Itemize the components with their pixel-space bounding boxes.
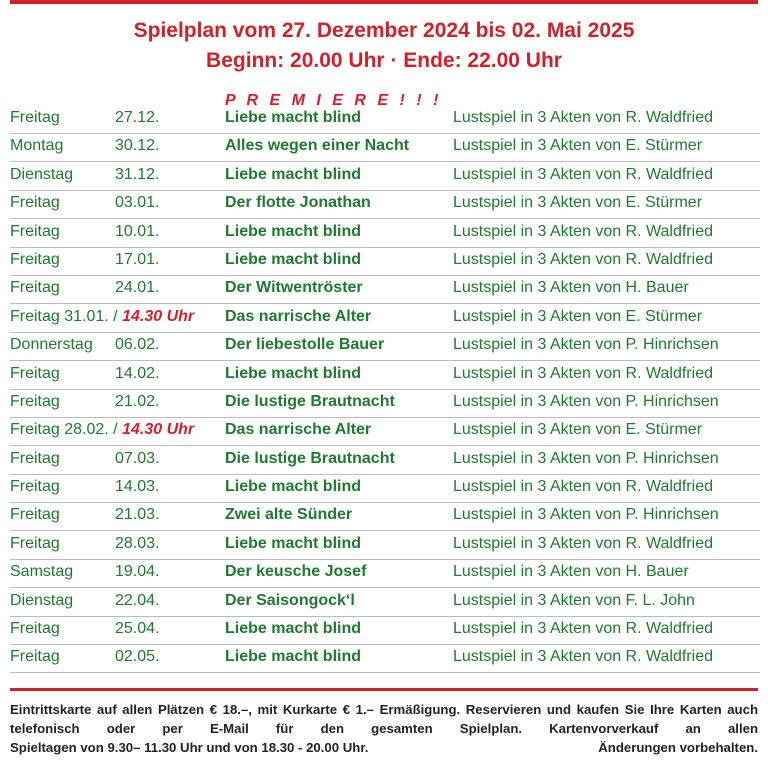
schedule-table bbox=[10, 90, 760, 673]
day-label: Freitag bbox=[10, 194, 60, 212]
schedule-row bbox=[10, 560, 760, 588]
play-title: Liebe macht blind bbox=[225, 250, 362, 268]
play-description: Lustspiel in 3 Akten von R. Waldfried bbox=[453, 109, 713, 126]
schedule-row bbox=[10, 191, 760, 219]
date-label: 30.12. bbox=[115, 137, 160, 155]
schedule-row bbox=[10, 304, 760, 332]
date-label: 31.01. bbox=[64, 307, 109, 325]
day-label: Freitag bbox=[10, 620, 60, 638]
schedule-row bbox=[10, 361, 760, 389]
schedule-row bbox=[10, 503, 760, 531]
play-description: Lustspiel in 3 Akten von H. Bauer bbox=[453, 563, 689, 581]
date-label: 27.12. bbox=[115, 109, 160, 126]
day-label: Montag bbox=[10, 137, 64, 155]
play-title: Der liebestolle Bauer bbox=[225, 336, 385, 354]
day-label: Freitag bbox=[10, 449, 60, 467]
day-label: Freitag bbox=[10, 279, 60, 297]
schedule-row bbox=[10, 134, 760, 162]
bottom-rule bbox=[10, 688, 758, 691]
schedule-row bbox=[10, 446, 760, 474]
play-description: Lustspiel in 3 Akten von R. Waldfried bbox=[453, 165, 713, 183]
play-title: Liebe macht blind bbox=[225, 109, 362, 126]
footer-disclaimer: Änderungen vorbehalten. bbox=[598, 740, 758, 755]
play-description: Lustspiel in 3 Akten von H. Bauer bbox=[453, 279, 689, 297]
play-title: Liebe macht blind bbox=[225, 478, 362, 496]
schedule-row bbox=[10, 90, 760, 134]
play-description: Lustspiel in 3 Akten von R. Waldfried bbox=[453, 534, 713, 552]
page-title: Spielplan vom 27. Dezember 2024 bis 02. Mai 2025 bbox=[133, 19, 635, 42]
play-title: Liebe macht blind bbox=[225, 222, 362, 240]
premiere-note: P R E M I E R E ! ! ! bbox=[225, 92, 442, 109]
day-label: Dienstag bbox=[10, 591, 74, 609]
day-label: Freitag bbox=[10, 109, 60, 126]
day-label: Freitag bbox=[10, 392, 60, 410]
day-label: Freitag bbox=[10, 506, 60, 524]
play-description: Lustspiel in 3 Akten von R. Waldfried bbox=[453, 478, 713, 496]
play-description: Lustspiel in 3 Akten von P. Hinrichsen bbox=[453, 449, 719, 467]
date-label: 21.03. bbox=[115, 506, 160, 524]
play-title: Liebe macht blind bbox=[225, 534, 362, 552]
footer-info bbox=[10, 700, 758, 757]
play-description: Lustspiel in 3 Akten von P. Hinrichsen bbox=[453, 336, 719, 354]
play-description: Lustspiel in 3 Akten von R. Waldfried bbox=[453, 250, 713, 268]
play-title: Liebe macht blind bbox=[225, 364, 362, 382]
play-title: Alles wegen einer Nacht bbox=[225, 137, 410, 155]
play-description: Lustspiel in 3 Akten von R. Waldfried bbox=[453, 364, 713, 382]
date-label: 14.02. bbox=[115, 364, 160, 382]
play-title: Liebe macht blind bbox=[225, 648, 362, 666]
play-title: Liebe macht blind bbox=[225, 620, 362, 638]
play-title: Das narrische Alter bbox=[225, 307, 372, 325]
date-label: 31.12. bbox=[115, 165, 160, 183]
schedule-row bbox=[10, 418, 760, 446]
day-label: Samstag bbox=[10, 563, 74, 581]
play-title: Der Witwentröster bbox=[225, 279, 363, 297]
date-label: 24.01. bbox=[115, 279, 160, 297]
day-label: Dienstag bbox=[10, 165, 74, 183]
date-label: 14.03. bbox=[115, 478, 160, 496]
day-label: Freitag bbox=[10, 250, 60, 268]
schedule-row bbox=[10, 531, 760, 559]
date-label: 17.01. bbox=[115, 250, 160, 268]
schedule-row bbox=[10, 617, 760, 645]
matinee-time: 14.30 Uhr bbox=[122, 421, 195, 439]
date-label: 21.02. bbox=[115, 392, 160, 410]
play-description: Lustspiel in 3 Akten von E. Stürmer bbox=[453, 194, 703, 212]
date-label: 06.02. bbox=[115, 336, 160, 354]
play-description: Lustspiel in 3 Akten von E. Stürmer bbox=[453, 137, 703, 155]
schedule-row bbox=[10, 645, 760, 673]
day-label: Freitag bbox=[10, 307, 60, 325]
play-title: Zwei alte Sünder bbox=[225, 506, 353, 524]
play-description: Lustspiel in 3 Akten von R. Waldfried bbox=[453, 620, 713, 638]
date-label: 10.01. bbox=[115, 222, 160, 240]
schedule-row bbox=[10, 333, 760, 361]
schedule-row bbox=[10, 219, 760, 247]
day-label: Freitag bbox=[10, 478, 60, 496]
day-label: Freitag bbox=[10, 648, 60, 666]
play-title: Die lustige Brautnacht bbox=[225, 392, 395, 410]
date-label: 19.04. bbox=[115, 563, 160, 581]
date-label: 07.03. bbox=[115, 449, 160, 467]
footer-hours: Spieltagen von 9.30– 11.30 Uhr und von 18.30 - 20.00 Uhr. bbox=[10, 740, 369, 755]
time-separator: / bbox=[108, 307, 123, 325]
schedule-row bbox=[10, 475, 760, 503]
day-label: Freitag bbox=[10, 421, 60, 439]
play-description: Lustspiel in 3 Akten von P. Hinrichsen bbox=[453, 506, 719, 524]
play-title: Der keusche Josef bbox=[225, 563, 367, 581]
play-title: Die lustige Brautnacht bbox=[225, 449, 395, 467]
play-description: Lustspiel in 3 Akten von E. Stürmer bbox=[453, 307, 703, 325]
play-title: Liebe macht blind bbox=[225, 165, 362, 183]
matinee-time: 14.30 Uhr bbox=[122, 307, 195, 325]
schedule-row bbox=[10, 390, 760, 418]
date-label: 28.02. bbox=[64, 421, 109, 439]
time-separator: / bbox=[108, 421, 123, 439]
day-date-time bbox=[10, 421, 194, 439]
play-description: Lustspiel in 3 Akten von R. Waldfried bbox=[453, 648, 713, 666]
date-label: 25.04. bbox=[115, 620, 160, 638]
schedule-row bbox=[10, 588, 760, 616]
play-title: Das narrische Alter bbox=[225, 421, 372, 439]
play-description: Lustspiel in 3 Akten von E. Stürmer bbox=[453, 421, 703, 439]
date-label: 22.04. bbox=[115, 591, 160, 609]
date-label: 03.01. bbox=[115, 194, 160, 212]
schedule-row bbox=[10, 276, 760, 304]
schedule-row bbox=[10, 248, 760, 276]
play-title: Der Saisongock‘l bbox=[225, 591, 355, 609]
date-label: 02.05. bbox=[115, 648, 160, 666]
schedule-row bbox=[10, 162, 760, 190]
footer-text: Eintrittskarte auf allen Plätzen € 18.–, mit Kurkarte € 1.– Ermäßigung. Reservieren und kaufen Sie Ihre Karten auch telefonisch oder per E-Mail für den gesamten Spielplan. Kartenvorverkauf an allen bbox=[10, 702, 758, 736]
play-description: Lustspiel in 3 Akten von P. Hinrichsen bbox=[453, 392, 719, 410]
day-date-time bbox=[10, 308, 194, 326]
day-label: Freitag bbox=[10, 222, 60, 240]
play-description: Lustspiel in 3 Akten von R. Waldfried bbox=[453, 222, 713, 240]
top-rule bbox=[10, 0, 758, 4]
page-subtitle: Beginn: 20.00 Uhr · Ende: 22.00 Uhr bbox=[206, 49, 562, 72]
day-label: Freitag bbox=[10, 534, 60, 552]
date-label: 28.03. bbox=[115, 534, 160, 552]
play-title: Der flotte Jonathan bbox=[225, 194, 371, 212]
day-label: Donnerstag bbox=[10, 336, 93, 354]
day-label: Freitag bbox=[10, 364, 60, 382]
play-description: Lustspiel in 3 Akten von F. L. John bbox=[453, 591, 695, 609]
